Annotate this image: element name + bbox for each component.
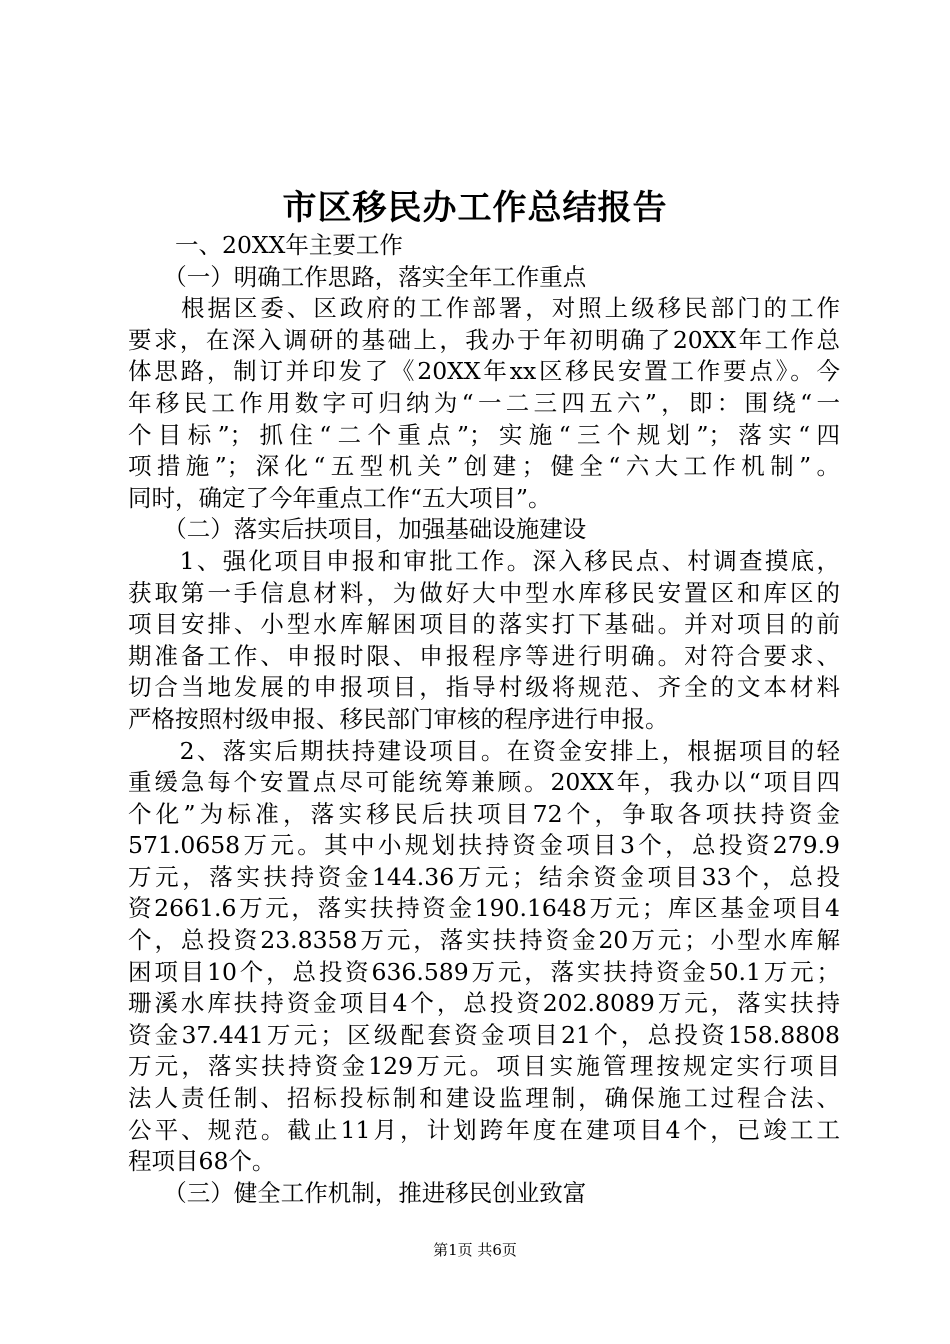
text-line: 获取第一手信息材料，为做好大中型水库移民安置区和库区的 xyxy=(128,578,840,607)
page-footer: 第1页 共6页 xyxy=(433,1241,517,1259)
text-line: 珊溪水库扶持资金项目4个，总投资202.8089万元，落实扶持 xyxy=(128,989,840,1018)
text-line: 体思路，制订并印发了《20XX年xx区移民安置工作要点》。今 xyxy=(128,357,840,386)
text-line: 万元，落实扶持资金144.36万元；结余资金项目33个，总投 xyxy=(128,862,840,891)
text-line: 年移民工作用数字可归纳为“一二三四五六”，即：围绕“一 xyxy=(128,388,840,417)
text-line: （二）落实后扶项目，加强基础设施建设 xyxy=(128,515,587,544)
text-line: 个化”为标准，落实移民后扶项目72个，争取各项扶持资金 xyxy=(128,799,840,828)
text-line: 571.0658万元。其中小规划扶持资金项目3个，总投资279.9 xyxy=(128,831,840,860)
text-line: 困项目10个，总投资636.589万元，落实扶持资金50.1万元； xyxy=(128,957,840,986)
document-title: 市区移民办工作总结报告 xyxy=(282,188,668,228)
text-line: 万元，落实扶持资金129万元。项目实施管理按规定实行项目 xyxy=(128,1052,840,1081)
text-line: 一、20XX年主要工作 xyxy=(128,231,403,259)
text-line: 资金37.441万元；区级配套资金项目21个，总投资158.8808 xyxy=(128,1020,840,1049)
text-line: 严格按照村级申报、移民部门审核的程序进行申报。 xyxy=(128,704,669,733)
text-line: （一）明确工作思路，落实全年工作重点 xyxy=(128,262,587,291)
text-line: 程项目68个。 xyxy=(128,1147,276,1176)
document-body xyxy=(128,230,840,1209)
text-line: 根据区委、区政府的工作部署，对照上级移民部门的工作 xyxy=(128,294,840,323)
text-line: 个，总投资23.8358万元，落实扶持资金20万元；小型水库解 xyxy=(128,926,840,955)
text-line: 公平、规范。截止11月，计划跨年度在建项目4个，已竣工工 xyxy=(128,1115,840,1144)
text-line: 切合当地发展的申报项目，指导村级将规范、齐全的文本材料 xyxy=(128,673,840,702)
text-line: 要求，在深入调研的基础上，我办于年初明确了20XX年工作总 xyxy=(128,325,840,354)
text-line: 同时，确定了今年重点工作“五大项目”。 xyxy=(128,483,552,512)
text-line: 期准备工作、申报时限、申报程序等进行明确。对符合要求、 xyxy=(128,641,840,670)
text-line: 重缓急每个安置点尽可能统筹兼顾。20XX年，我办以“项目四 xyxy=(128,768,840,797)
text-line: 项措施”；深化“五型机关”创建；健全“六大工作机制”。 xyxy=(128,452,840,481)
text-line: 资2661.6万元，落实扶持资金190.1648万元；库区基金项目4 xyxy=(128,894,840,923)
text-line: 2、落实后期扶持建设项目。在资金安排上，根据项目的轻 xyxy=(128,736,840,765)
text-line: 项目安排、小型水库解困项目的落实打下基础。并对项目的前 xyxy=(128,610,840,639)
text-line: 法人责任制、招标投标制和建设监理制，确保施工过程合法、 xyxy=(128,1084,840,1113)
text-line: 个目标”；抓住“二个重点”；实施“三个规划”；落实“四 xyxy=(128,420,840,449)
text-line: 1、强化项目申报和审批工作。深入移民点、村调查摸底， xyxy=(128,546,840,575)
text-line: （三）健全工作机制，推进移民创业致富 xyxy=(128,1178,587,1207)
